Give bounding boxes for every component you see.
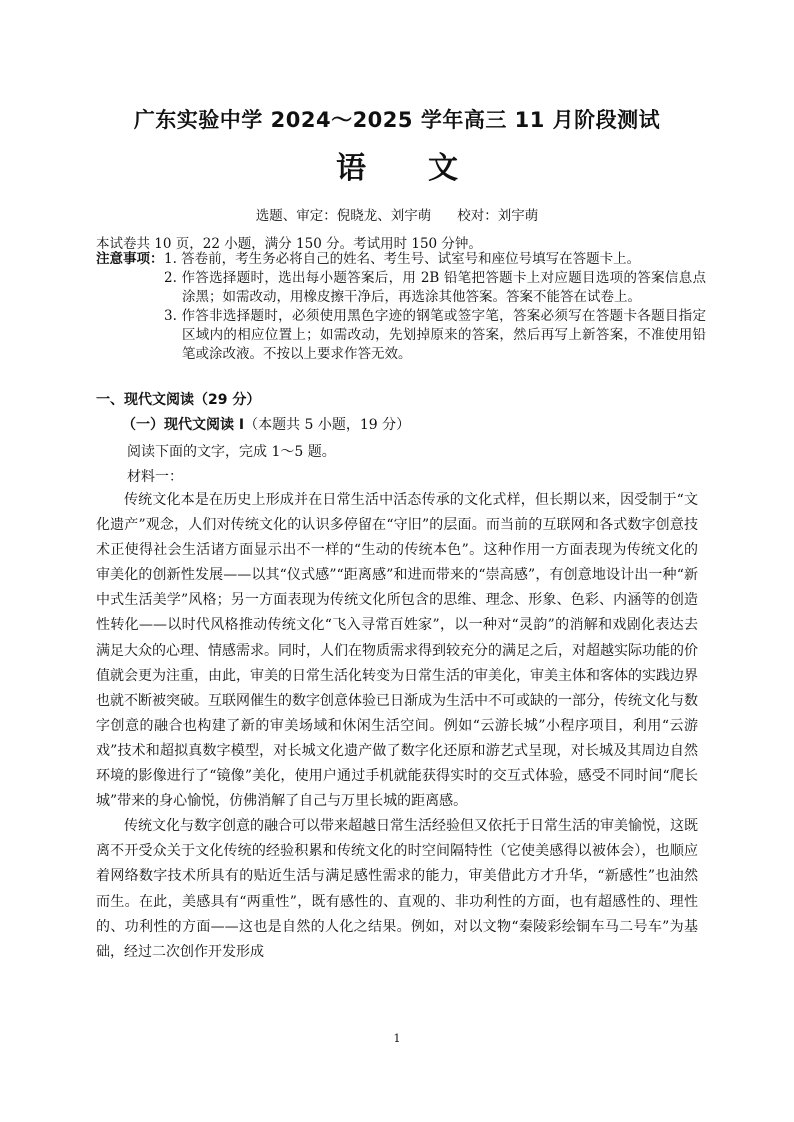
subsection-detail: （本题共 5 小题，19 分） — [244, 417, 411, 433]
passage-paragraph: 传统文化本是在历史上形成并在日常生活中活态传承的文化式样，但长期以来，因受制于“文化遗产”观念，人们对传统文化的认识多停留在“守旧”的层面。而当前的互联网和各式数字创意技术正使得社会生活诸方面显示出不一样的“生动的传统本色”。这种作用一方面表现为传统文化的审美化的创新性发展——以其“仪式感”“距离感”和进而带来的“崇高感”，有创意地设计出一种“新中式生活美学”风格；另一方面表现为传统文化所包含的思维、理念、形象、色彩、内涵等的创造性转化——以时代风格推动传统文化“飞入寻常百姓家”，以一种对“灵韵”的消解和戏剧化表达去满足大众的心理、情感需求。同时，人们在物质需求得到较充分的满足之后，对超越实际功能的价值就会更为注重，由此，审美的日常生活化转变为日常生活的审美化，审美主体和客体的实践边界也就不断被突破。互联网催生的数字创意体验已日渐成为生活中不可或缺的一部分，传统文化与数字创意的融合也构建了新的审美场域和休闲生活空间。例如“云游长城”小程序项目，利用“云游戏”技术和超拟真数字模型，对长城文化遗产做了数字化还原和游艺式呈现，对长城及其周边自然环境的影像进行了“镜像”美化，使用户通过手机就能获得实时的交互式体验，感受不同时间“爬长城”带来的身心愉悦，仿佛消解了自己与万里长城的距离感。 — [96, 492, 698, 810]
note-item: 1. 答卷前，考生务必将自己的姓名、考生号、试室号和座位号填写在答题卡上。 — [164, 251, 641, 267]
section-heading: 一、现代文阅读（29 分） — [96, 392, 261, 408]
notes-block — [96, 250, 706, 364]
note-item: 2. 作答选择题时，选出每小题答案后，用 2B 铅笔把答题卡上对应题目选项的答案信息点涂黑；如需改动，用橡皮擦干净后，再选涂其他答案。答案不能答在试卷上。 — [164, 270, 706, 305]
material-label: 材料一： — [127, 469, 183, 485]
exam-info: 本试卷共 10 页，22 小题，满分 150 分。考试用时 150 分钟。 — [96, 236, 482, 252]
page-number: 1 — [393, 1032, 401, 1045]
passage-body — [96, 488, 698, 965]
exam-title: 广东实验中学 2024～2025 学年高三 11 月阶段测试 — [133, 108, 661, 132]
reading-instruction: 阅读下面的文字，完成 1～5 题。 — [127, 444, 336, 460]
passage-paragraph: 传统文化与数字创意的融合可以带来超越日常生活经验但又依托于日常生活的审美愉悦，这既离不开受众关于文化传统的经验积累和传统文化的时空间隔特性（它使美感得以被体会），也顺应着网络数字技术所具有的贴近生活与满足感性需求的能力，审美借此方才升华，“新感性”也油然而生。在此，美感具有“两重性”，既有感性的、直观的、非功利性的方面，也有超感性的、理性的、功利性的方面——这也是自然的人化之结果。例如，对以文物“秦陵彩绘铜车马二号车”为基础，经过二次创作开发形成 — [96, 818, 698, 960]
credits-proofreader: 校对：刘宇萌 — [457, 208, 539, 224]
credits-line — [0, 204, 794, 224]
subsection-heading — [122, 414, 410, 434]
subject-title: 语文 — [336, 151, 520, 186]
subsection-title: （一）现代文阅读 I — [122, 417, 245, 433]
notes-label: 注意事项： — [96, 251, 164, 267]
credits-editors: 选题、审定：倪晓龙、刘宇萌 — [255, 208, 432, 224]
note-item: 3. 作答非选择题时，必须使用黑色字迹的钢笔或签字笔，答案必须写在答题卡各题目指定区域内的相应位置上；如需改动，先划掉原来的答案，然后再写上新答案，不准使用铅笔或涂改液。不按以上要求作答无效。 — [164, 308, 706, 362]
